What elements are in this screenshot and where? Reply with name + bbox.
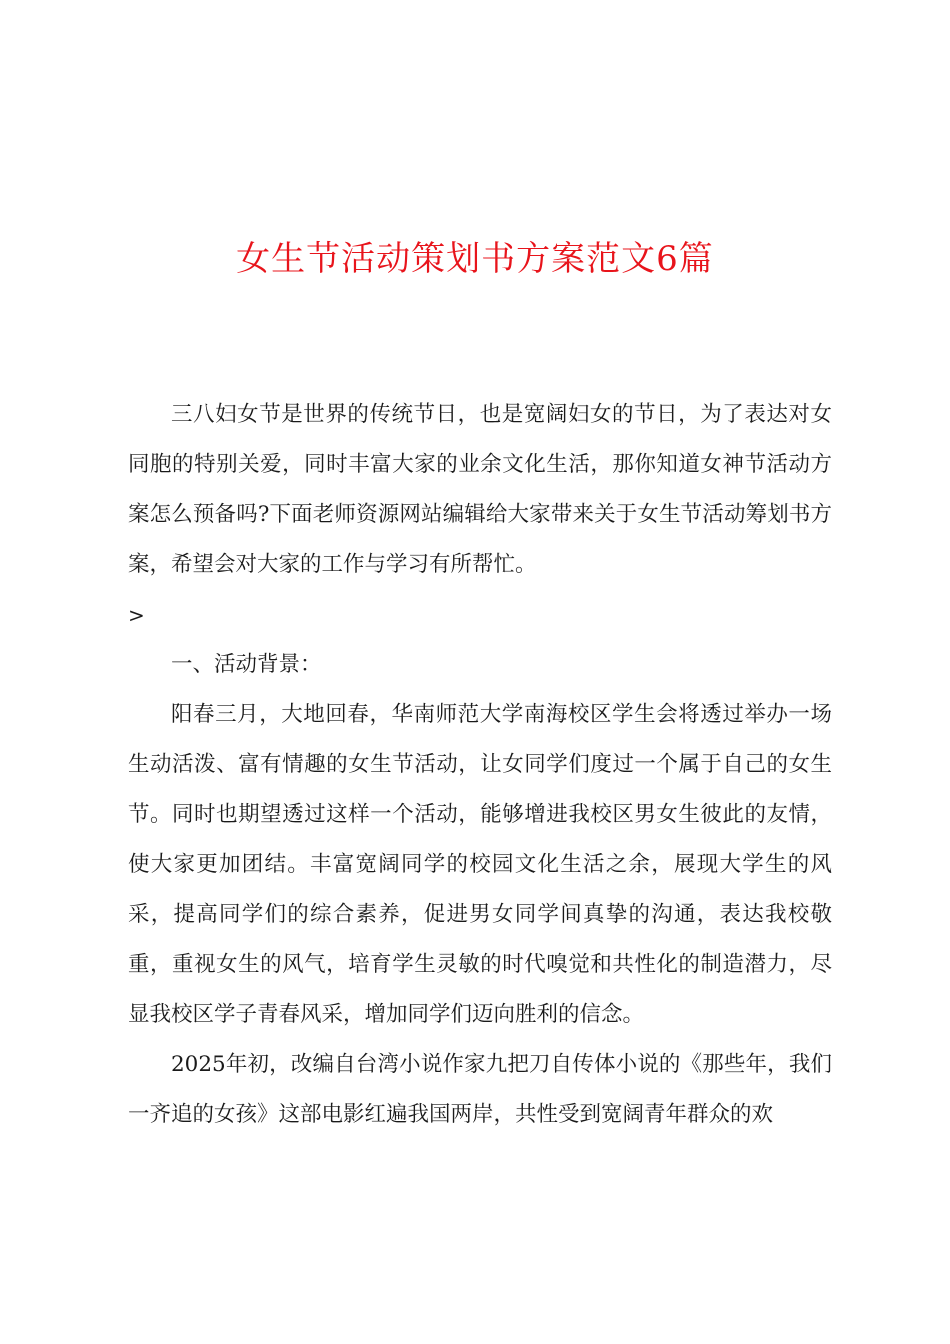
section-heading: 一、活动背景： (171, 652, 322, 677)
intro-paragraph: 三八妇女节是世界的传统节日，也是宽阔妇女的节日，为了表达对女同胞的特别关爱，同时丰富大家的业余文化生活，那你知道女神节活动方案怎么预备吗?下面老师资源网站编辑给大家带来关于女生节活动筹划书方案，希望会对大家的工作与学习有所帮忙。 (128, 402, 832, 577)
document-title: 女生节活动策划书方案范文6篇 (236, 238, 714, 279)
film-paragraph: 2025年初，改编自台湾小说作家九把刀自传体小说的《那些年，我们一齐追的女孩》这部电影红遍我国两岸，共性受到宽阔青年群众的欢 (128, 1052, 832, 1127)
separator-marker: > (128, 603, 145, 627)
background-paragraph: 阳春三月，大地回春，华南师范大学南海校区学生会将透过举办一场生动活泼、富有情趣的女生节活动，让女同学们度过一个属于自己的女生节。同时也期望透过这样一个活动，能够增进我校区男女生彼此的友情，使大家更加团结。丰富宽阔同学的校园文化生活之余，展现大学生的风采，提高同学们的综合素养，促进男女同学间真挚的沟通，表达我校敬重，重视女生的风气，培育学生灵敏的时代嗅觉和共性化的制造潜力，尽显我校区学子青春风采，增加同学们迈向胜利的信念。 (128, 702, 832, 1027)
document-body (128, 390, 832, 1140)
